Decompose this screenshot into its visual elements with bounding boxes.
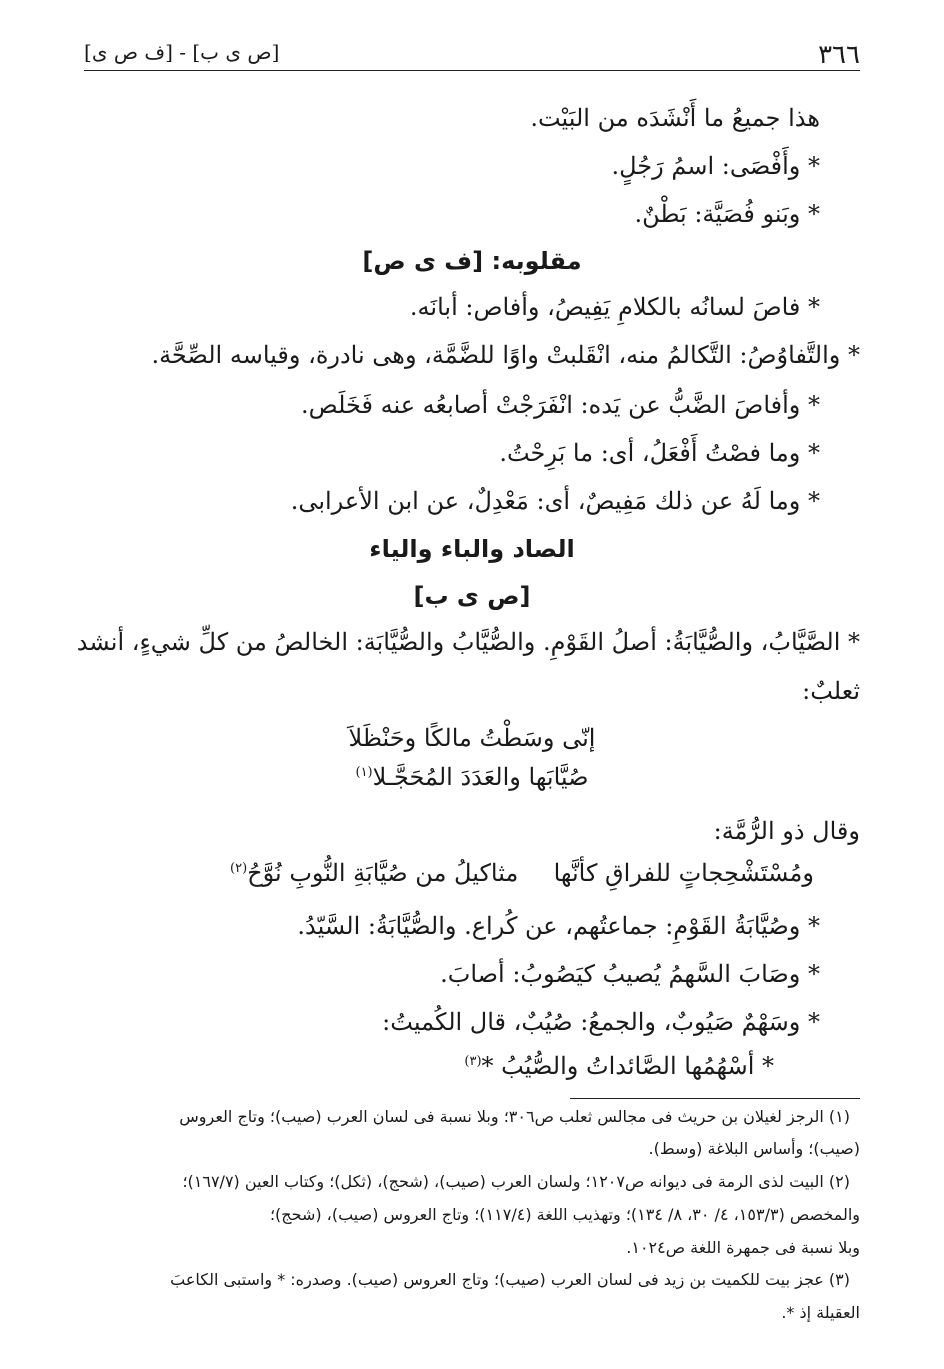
footnote: العقيلة إذ *. (781, 1303, 860, 1322)
page-number: ٣٦٦ (818, 40, 860, 70)
poem-line: إنّى وسَطْتُ مالكًا وحَنْظَلاَ (348, 724, 596, 752)
footnote: (٢) البيت لذى الرمة فى ديوانه ص١٢٠٧؛ ولسان العرب (صيب)، (شحج)، (ثكل)؛ وكتاب العين (١٦٧/٧)؛ (182, 1172, 850, 1191)
text-line: وقال ذو الرُّمَّة: (713, 817, 860, 845)
text-line: * وما لَهُ عن ذلك مَفِيصٌ، أى: مَعْدِلٌ، عن ابن الأعرابى. (290, 487, 820, 515)
header-rule (84, 70, 860, 71)
poem-text: صُيَّابَها والعَدَدَ المُحَجَّـلا (372, 763, 589, 791)
text-line: * الصَّيَّابُ، والصُّيَّابَةُ: أصلُ القَوْمِ. والصُّيَّابُ والصُّيَّابَة: الخالصُ من كلِّ شيءٍ، أنشد (76, 628, 860, 656)
text-line: * فاصَ لسانُه بالكلامِ يَفِيصُ، وأفاص: أبانَه. (409, 293, 820, 321)
quote-text: * أسْهُمُها الصَّائداتُ والصُّيُبُ * (481, 1052, 774, 1080)
text-line: * وصَابَ السَّهمُ يُصيبُ كيَصُوبُ: أصابَ. (440, 960, 820, 988)
footnote-rule (570, 1098, 860, 1099)
verse-text: مثاكيلُ من صُيَّابَةِ النُّوبِ نُوَّحُ (247, 859, 519, 887)
verse-first-hemistich: ومُسْتَشْحِجاتٍ للفراقِ كأنَّها (553, 859, 814, 887)
footnote-ref: (١) (355, 765, 373, 780)
footnote-ref: (٢) (230, 861, 248, 876)
poem-line (84, 763, 860, 791)
footnote-ref: (٣) (464, 1054, 482, 1069)
footnote: وبلا نسبة فى جمهرة اللغة ص١٠٢٤. (626, 1238, 860, 1257)
footnote: (صيب)؛ وأساس البلاغة (وسط). (648, 1139, 860, 1158)
text-line: * وما فصْتُ أَفْعَلُ، أى: ما بَرِحْتُ. (499, 439, 820, 467)
section-heading: الصاد والباء والياء (369, 535, 575, 563)
text-line: * وبَنو فُصَيَّة: بَطْنٌ. (634, 200, 820, 228)
text-line: ثعلبٌ: (802, 677, 860, 705)
text-line: * وأفاصَ الضَّبُّ عن يَده: انْفَرَجْتْ أصابعُه عنه فَخَلَص. (301, 391, 820, 419)
verse-second-hemistich (230, 859, 518, 887)
text-line: * وصُيَّابَةُ القَوْمِ: جماعتُهم، عن كُراع. والصُّيَّابَةُ: السَّيّدُ. (297, 912, 820, 940)
text-line: هذا جميعُ ما أَنْشَدَه من البَيْت. (530, 104, 820, 132)
section-heading: مقلوبه: [ف ى ص] (362, 247, 582, 275)
text-line: * وأَفْصَى: اسمُ رَجُلٍ. (611, 152, 820, 180)
text-line (464, 1052, 774, 1081)
footnote: والمخصص (١٥٣/٣، ٤/ ٣٠، ٨/ ١٣٤)؛ وتهذيب اللغة (١١٧/٤)؛ وتاج العروس (صيب)، (شحج)؛ (269, 1205, 860, 1224)
text-line: * وسَهْمٌ صَيُوبٌ، والجمعُ: صُيُبٌ، قال الكُميتُ: (382, 1008, 820, 1036)
footnote: (٣) عجز بيت للكميت بن زيد فى لسان العرب (صيب)؛ وتاج العروس (صيب). وصدره: * واستبى الكاعبَ (170, 1270, 850, 1289)
root-heading: [ص ى ب] (413, 582, 531, 610)
running-head: [ف ص ى] - [ص ى ب] (84, 40, 280, 64)
text-line: * والتَّفاوُصُ: التَّكالمُ منه، انْقَلبتْ واوًا للضَّمَّة، وهى نادرة، وقياسه الصِّحَّة. (151, 341, 860, 369)
footnote: (١) الرجز لغيلان بن حريث فى مجالس ثعلب ص٣٠٦؛ وبلا نسبة فى لسان العرب (صيب)؛ وتاج العروس (179, 1107, 850, 1126)
